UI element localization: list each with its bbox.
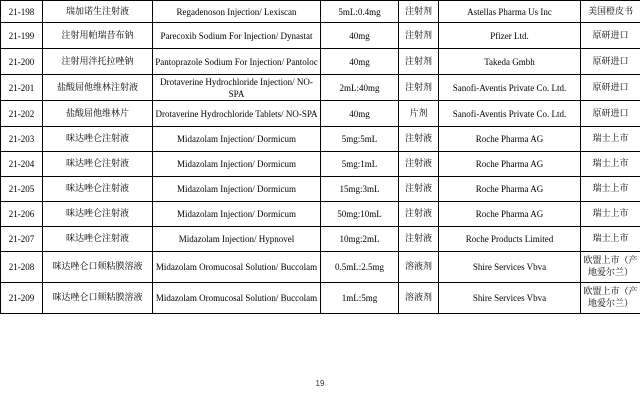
specification-cell: 40mg [321, 23, 399, 49]
reference-source-cell: 欧盟上市（产地爱尔兰） [581, 252, 640, 283]
row-id-cell: 21-204 [1, 152, 43, 177]
table-row [1, 75, 640, 101]
chinese-name-cell: 咪达唑仑注射液 [43, 202, 153, 227]
dosage-form-cell: 注射剂 [399, 75, 439, 101]
dosage-form-cell: 注射液 [399, 227, 439, 252]
chinese-name-cell: 咪达唑仑注射液 [43, 127, 153, 152]
english-name-cell: Parecoxib Sodium For Injection/ Dynastat [153, 23, 321, 49]
row-id-cell: 21-207 [1, 227, 43, 252]
english-name-cell: Midazolam Injection/ Dormicum [153, 127, 321, 152]
table-row [1, 49, 640, 75]
dosage-form-cell: 注射剂 [399, 1, 439, 23]
dosage-form-cell: 溶液剂 [399, 252, 439, 283]
row-id-cell: 21-201 [1, 75, 43, 101]
license-holder-cell: Shire Services Vbva [439, 283, 581, 314]
reference-source-cell: 原研进口 [581, 49, 640, 75]
reference-source-cell: 原研进口 [581, 23, 640, 49]
specification-cell: 40mg [321, 101, 399, 127]
specification-cell: 5mg:5mL [321, 127, 399, 152]
chinese-name-cell: 咪达唑仑注射液 [43, 152, 153, 177]
dosage-form-cell: 溶液剂 [399, 283, 439, 314]
reference-source-cell: 瑞士上市 [581, 227, 640, 252]
reference-source-cell: 瑞士上市 [581, 152, 640, 177]
table-row [1, 283, 640, 314]
dosage-form-cell: 注射液 [399, 152, 439, 177]
table-row [1, 227, 640, 252]
specification-cell: 40mg [321, 49, 399, 75]
chinese-name-cell: 盐酸屈他维林注射液 [43, 75, 153, 101]
dosage-form-cell: 注射剂 [399, 49, 439, 75]
license-holder-cell: Pfizer Ltd. [439, 23, 581, 49]
page-number: 19 [315, 379, 325, 388]
specification-cell: 0.5mL:2.5mg [321, 252, 399, 283]
row-id-cell: 21-209 [1, 283, 43, 314]
dosage-form-cell: 片剂 [399, 101, 439, 127]
row-id-cell: 21-198 [1, 1, 43, 23]
chinese-name-cell: 注射用帕瑞昔布钠 [43, 23, 153, 49]
table-row [1, 252, 640, 283]
license-holder-cell: Roche Pharma AG [439, 177, 581, 202]
english-name-cell: Drotaverine Hydrochloride Tablets/ NO-SPA [153, 101, 321, 127]
row-id-cell: 21-199 [1, 23, 43, 49]
license-holder-cell: Sanofi-Aventis Private Co. Ltd. [439, 101, 581, 127]
row-id-cell: 21-200 [1, 49, 43, 75]
dosage-form-cell: 注射液 [399, 202, 439, 227]
specification-cell: 50mg:10mL [321, 202, 399, 227]
specification-cell: 10mg:2mL [321, 227, 399, 252]
specification-cell: 1mL:5mg [321, 283, 399, 314]
row-id-cell: 21-203 [1, 127, 43, 152]
chinese-name-cell: 咪达唑仑口颊粘膜溶液 [43, 252, 153, 283]
english-name-cell: Midazolam Injection/ Dormicum [153, 152, 321, 177]
row-id-cell: 21-208 [1, 252, 43, 283]
table-row [1, 101, 640, 127]
table-body [1, 1, 640, 314]
reference-source-cell: 原研进口 [581, 75, 640, 101]
specification-cell: 5mL:0.4mg [321, 1, 399, 23]
license-holder-cell: Roche Pharma AG [439, 127, 581, 152]
english-name-cell: Midazolam Injection/ Dormicum [153, 177, 321, 202]
table-row [1, 152, 640, 177]
dosage-form-cell: 注射剂 [399, 23, 439, 49]
license-holder-cell: Roche Pharma AG [439, 152, 581, 177]
english-name-cell: Midazolam Injection/ Hypnovel [153, 227, 321, 252]
english-name-cell: Regadenoson Injection/ Lexiscan [153, 1, 321, 23]
license-holder-cell: Sanofi-Aventis Private Co. Ltd. [439, 75, 581, 101]
chinese-name-cell: 盐酸屈他维林片 [43, 101, 153, 127]
row-id-cell: 21-202 [1, 101, 43, 127]
table-row [1, 127, 640, 152]
dosage-form-cell: 注射液 [399, 127, 439, 152]
license-holder-cell: Roche Pharma AG [439, 202, 581, 227]
table-row [1, 23, 640, 49]
reference-source-cell: 瑞士上市 [581, 202, 640, 227]
license-holder-cell: Roche Products Limited [439, 227, 581, 252]
english-name-cell: Midazolam Oromucosal Solution/ Buccolam [153, 283, 321, 314]
chinese-name-cell: 咪达唑仑口颊粘膜溶液 [43, 283, 153, 314]
chinese-name-cell: 咪达唑仑注射液 [43, 177, 153, 202]
license-holder-cell: Astellas Pharma Us Inc [439, 1, 581, 23]
specification-cell: 15mg:3mL [321, 177, 399, 202]
english-name-cell: Midazolam Injection/ Dormicum [153, 202, 321, 227]
english-name-cell: Midazolam Oromucosal Solution/ Buccolam [153, 252, 321, 283]
row-id-cell: 21-205 [1, 177, 43, 202]
english-name-cell: Pantoprazole Sodium For Injection/ Pantoloc [153, 49, 321, 75]
reference-source-cell: 瑞士上市 [581, 177, 640, 202]
table-row [1, 177, 640, 202]
english-name-cell: Drotaverine Hydrochloride Injection/ NO-SPA [153, 75, 321, 101]
license-holder-cell: Shire Services Vbva [439, 252, 581, 283]
chinese-name-cell: 注射用泮托拉唑钠 [43, 49, 153, 75]
reference-source-cell: 美国橙皮书 [581, 1, 640, 23]
dosage-form-cell: 注射液 [399, 177, 439, 202]
table-row [1, 202, 640, 227]
chinese-name-cell: 咪达唑仑注射液 [43, 227, 153, 252]
license-holder-cell: Takeda Gmbh [439, 49, 581, 75]
row-id-cell: 21-206 [1, 202, 43, 227]
reference-source-cell: 瑞士上市 [581, 127, 640, 152]
chinese-name-cell: 瑞加诺生注射液 [43, 1, 153, 23]
reference-source-cell: 欧盟上市（产地爱尔兰） [581, 283, 640, 314]
specification-cell: 2mL:40mg [321, 75, 399, 101]
specification-cell: 5mg:1mL [321, 152, 399, 177]
table-row [1, 1, 640, 23]
reference-source-cell: 原研进口 [581, 101, 640, 127]
